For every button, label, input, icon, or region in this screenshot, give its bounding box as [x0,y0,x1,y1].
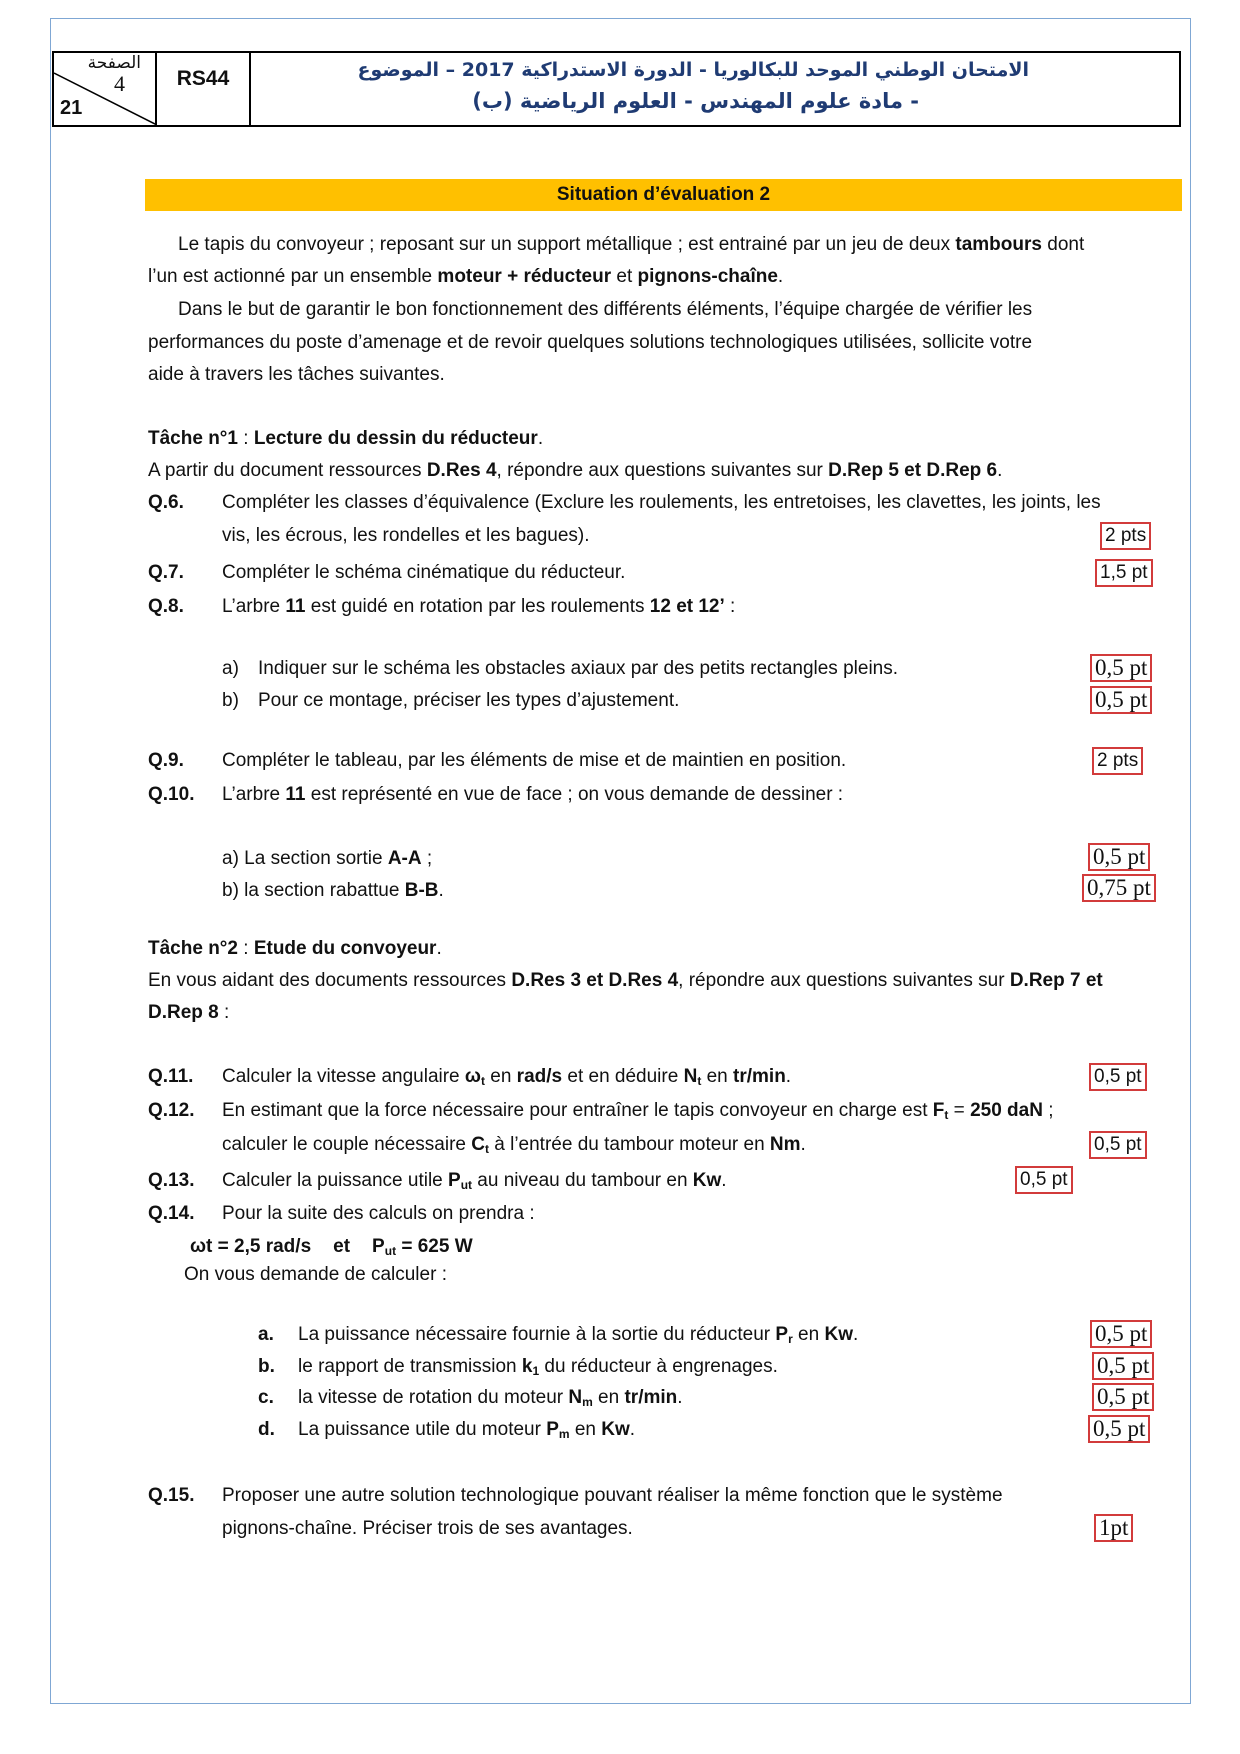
q15-number: Q.15. [148,1485,195,1506]
exam-title [251,53,1179,125]
q8b-text: Pour ce montage, préciser les types d’ajustement. [258,690,680,711]
q7-number: Q.7. [148,562,184,583]
q10-text: L’arbre 11 est représenté en vue de face ; on vous demande de dessiner : [222,784,844,805]
task1-title: Tâche n°1 : Lecture du dessin du réducteur. [148,428,544,449]
exam-header [52,51,1181,127]
q12-text-line1: En estimant que la force nécessaire pour entraîner le tapis convoyeur en charge est $F_t = 250$ daN ; [222,1100,1054,1122]
q7-text: Compléter le schéma cinématique du réducteur. [222,562,626,583]
q12-number: Q.12. [148,1100,195,1121]
q8b-label: b) [222,690,239,711]
task1-description: A partir du document ressources D.Res 4, répondre aux questions suivantes sur D.Rep 5 et D.Rep 6. [148,460,1003,481]
page-label: الصفحة [87,53,141,73]
q10a-points: 0,5 pt [1088,843,1150,871]
q14-number: Q.14. [148,1203,195,1224]
q9-points: 2 pts [1092,747,1143,775]
task2-description-line1: En vous aidant des documents ressources D.Res 3 et D.Res 4, répondre aux questions suivantes sur D.Rep 7 et [148,970,1103,991]
exam-title-line1: الامتحان الوطني الموحد للبكالوريا - الدورة الاستدراكية 2017 – الموضوع [357,59,1029,81]
intro-line-5: aide à travers les tâches suivantes. [148,364,445,385]
q14d-label: d. [258,1419,275,1440]
q8b-points: 0,5 pt [1090,686,1152,714]
q14b-points: 0,5 pt [1092,1352,1154,1380]
q15-text-line1: Proposer une autre solution technologique pouvant réaliser la même fonction que le système [222,1485,1003,1506]
intro-line-2: l’un est actionné par un ensemble moteur + réducteur et pignons-chaîne. [148,266,784,287]
q14a-text: La puissance nécessaire fournie à la sortie du réducteur $P_r$ en Kw. [298,1324,859,1346]
q7-points: 1,5 pt [1095,559,1153,587]
q15-points: 1pt [1094,1514,1133,1542]
q8a-points: 0,5 pt [1090,654,1152,682]
q14-text: Pour la suite des calculs on prendra : [222,1203,535,1224]
q14a-points: 0,5 pt [1090,1320,1152,1348]
q8a-text: Indiquer sur le schéma les obstacles axiaux par des petits rectangles pleins. [258,658,899,679]
q15-text-line2: pignons-chaîne. Préciser trois de ses avantages. [222,1518,633,1539]
q6-number: Q.6. [148,492,184,513]
q10b-points: 0,75 pt [1082,874,1156,902]
intro-line-4: performances du poste d’amenage et de revoir quelques solutions technologiques utilisées, sollicite votre [148,332,1033,353]
q14c-points: 0,5 pt [1092,1383,1154,1411]
q14c-label: c. [258,1387,274,1408]
q14d-points: 0,5 pt [1088,1415,1150,1443]
q13-points: 0,5 pt [1015,1166,1073,1194]
q14a-label: a. [258,1324,274,1345]
q10b-text: b) la section rabattue B-B. [222,880,444,901]
task2-title: Tâche n°2 : Etude du convoyeur. [148,938,442,959]
q6-points: 2 pts [1100,522,1151,550]
q9-number: Q.9. [148,750,184,771]
q8-number: Q.8. [148,596,184,617]
page-number-box [54,53,157,125]
q14b-text: le rapport de transmission $k_1$ du réducteur à engrenages. [298,1356,778,1378]
q8a-label: a) [222,658,239,679]
q13-text: Calculer la puissance utile $P_{ut}$ au niveau du tambour en Kw. [222,1170,727,1192]
task2-description-line2: D.Rep 8 : [148,1002,230,1023]
exam-title-line2: - مادة علوم المهندس - العلوم الرياضية (ب) [472,89,919,113]
exam-code: RS44 [157,53,251,125]
q14b-label: b. [258,1356,275,1377]
intro-line-3: Dans le but de garantir le bon fonctionnement des différents éléments, l’équipe chargée de vérifier les [178,299,1033,320]
q6-text-line2: vis, les écrous, les rondelles et les bagues). [222,525,590,546]
intro-line-1: Le tapis du convoyeur ; reposant sur un support métallique ; est entrainé par un jeu de deux tambours dont [178,234,1085,255]
q14-ask: On vous demande de calculer : [184,1264,447,1285]
q12-text-line2: calculer le couple nécessaire $C_t$ à l’entrée du tambour moteur en Nm. [222,1134,806,1156]
q14-given-values: ωt = 2,5 rad/s et $P_{ut} = 625$ W [190,1236,473,1258]
q12-points: 0,5 pt [1089,1131,1147,1159]
q8-text: L’arbre 11 est guidé en rotation par les roulements 12 et 12’ : [222,596,736,617]
q13-number: Q.13. [148,1170,195,1191]
q6-text-line1: Compléter les classes d’équivalence (Exclure les roulements, les entretoises, les clavettes, les joints, les [222,492,1101,513]
page-number: 4 [114,71,125,96]
section-banner: Situation d’évaluation 2 [145,179,1182,211]
page-total: 21 [60,97,83,119]
q9-text: Compléter le tableau, par les éléments de mise et de maintien en position. [222,750,847,771]
q11-number: Q.11. [148,1066,194,1087]
q11-points: 0,5 pt [1089,1063,1147,1091]
q10a-text: a) La section sortie A-A ; [222,848,433,869]
q14d-text: La puissance utile du moteur $P_m$ en Kw. [298,1419,636,1441]
q14c-text: la vitesse de rotation du moteur $N_m$ en tr/min. [298,1387,683,1409]
q10-number: Q.10. [148,784,195,805]
q11-text: Calculer la vitesse angulaire $\omega_t$ en rad/s et en déduire $N_t$ en tr/min. [222,1066,792,1088]
